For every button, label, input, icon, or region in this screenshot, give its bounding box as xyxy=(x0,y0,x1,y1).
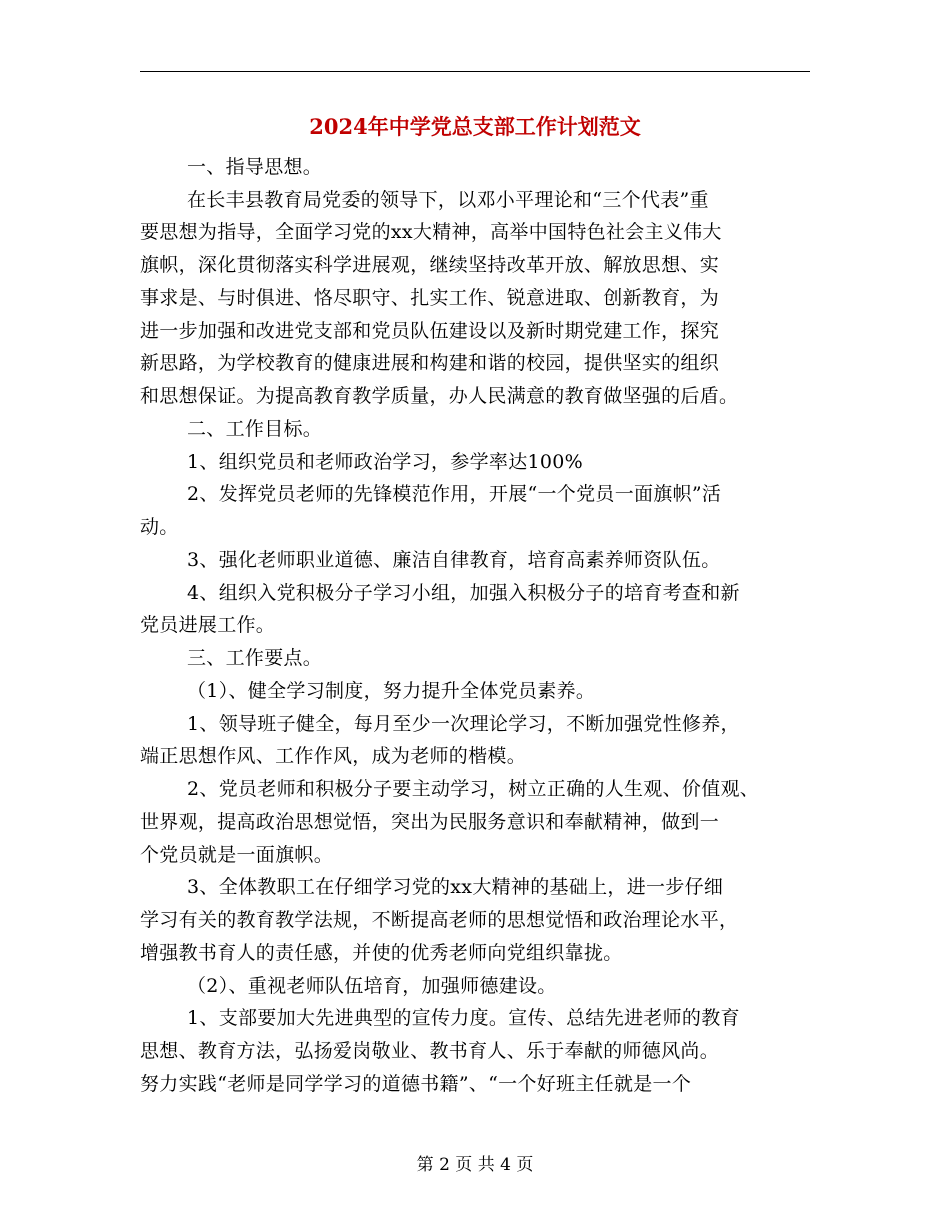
section-heading: 二、工作目标。 xyxy=(187,418,323,440)
paragraph-line: 进一步加强和改进党支部和党员队伍建设以及新时期党建工作，探究 xyxy=(140,320,720,342)
paragraph-line: 学习有关的教育教学法规，不断提高老师的思想觉悟和政治理论水平， xyxy=(140,909,739,931)
paragraph-line: 1、组织党员和老师政治学习，参学率达100% xyxy=(187,451,584,473)
subsection-heading: （2）、重视老师队伍培育，加强师德建设。 xyxy=(187,975,557,997)
paragraph-line: 和思想保证。为提高教育教学质量，办人民满意的教育做坚强的后盾。 xyxy=(140,385,739,407)
paragraph-line: 旗帜，深化贯彻落实科学进展观，继续坚持改革开放、解放思想、实 xyxy=(140,254,720,276)
subsection-heading: （1）、健全学习制度，努力提升全体党员素养。 xyxy=(187,680,596,702)
paragraph-line: 端正思想作风、工作作风，成为老师的楷模。 xyxy=(140,745,527,767)
paragraph-line: 3、全体教职工在仔细学习党的xx大精神的基础上，进一步仔细 xyxy=(187,876,724,898)
document-title: 2024年中学党总支部工作计划范文 xyxy=(309,114,641,139)
paragraph-line: 2、发挥党员老师的先锋模范作用，开展“一个党员一面旗帜”活 xyxy=(187,483,722,505)
paragraph-line: 1、领导班子健全，每月至少一次理论学习，不断加强党性修养， xyxy=(187,713,740,735)
paragraph-line: 3、强化老师职业道德、廉洁自律教育，培育高素养师资队伍。 xyxy=(187,549,721,571)
paragraph-line: 增强教书育人的责任感，并使的优秀老师向党组织靠拢。 xyxy=(140,942,623,964)
page-footer: 第 2 页 共 4 页 xyxy=(416,1155,534,1175)
section-heading: 一、指导思想。 xyxy=(187,156,323,178)
paragraph-line: 思想、教育方法，弘扬爱岗敬业、教书育人、乐于奉献的师德风尚。 xyxy=(140,1040,720,1062)
header-rule xyxy=(140,71,810,72)
paragraph-line: 4、组织入党积极分子学习小组，加强入积极分子的培育考查和新 xyxy=(187,582,740,604)
section-heading: 三、工作要点。 xyxy=(187,647,323,669)
paragraph-line: 动。 xyxy=(140,516,179,538)
paragraph-line: 要思想为指导，全面学习党的xx大精神，高举中国特色社会主义伟大 xyxy=(140,221,722,243)
paragraph-line: 事求是、与时俱进、恪尽职守、扎实工作、锐意进取、创新教育，为 xyxy=(140,287,720,309)
paragraph-line: 努力实践“老师是同学学习的道德书籍”、“一个好班主任就是一个 xyxy=(140,1073,692,1095)
paragraph-line: 党员进展工作。 xyxy=(140,614,276,636)
paragraph-line: 个党员就是一面旗帜。 xyxy=(140,844,334,866)
paragraph-line: 在长丰县教育局党委的领导下，以邓小平理论和“三个代表”重 xyxy=(187,189,709,211)
paragraph-line: 新思路，为学校教育的健康进展和构建和谐的校园，提供坚实的组织 xyxy=(140,352,720,374)
paragraph-line: 2、党员老师和积极分子要主动学习，树立正确的人生观、价值观、 xyxy=(187,778,760,800)
paragraph-line: 世界观，提高政治思想觉悟，突出为民服务意识和奉献精神，做到一 xyxy=(140,811,720,833)
paragraph-line: 1、支部要加大先进典型的宣传力度。宣传、总结先进老师的教育 xyxy=(187,1007,740,1029)
